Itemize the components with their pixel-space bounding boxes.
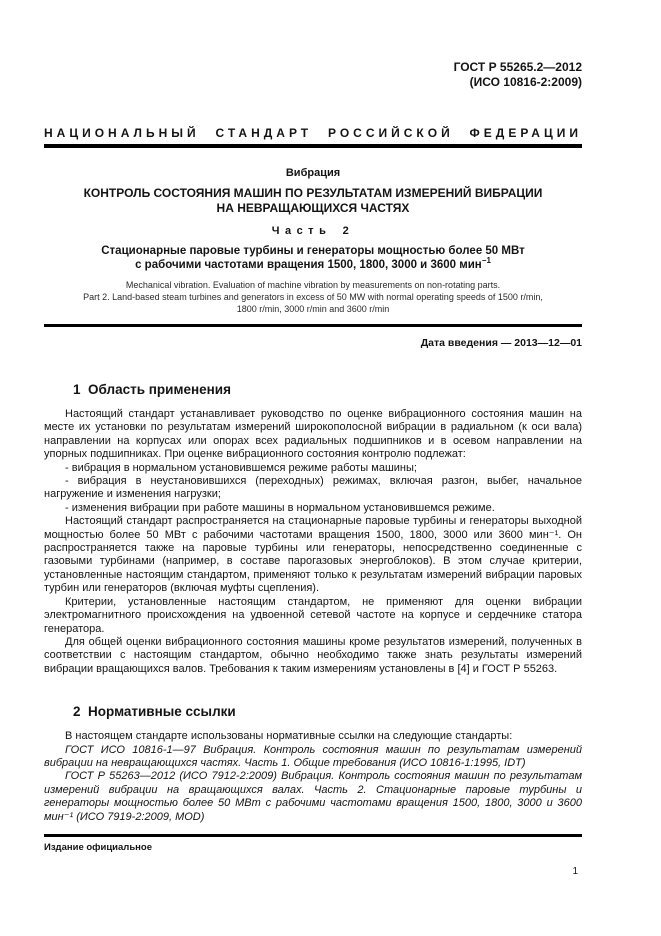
doc-main-title bbox=[44, 186, 582, 216]
footer-rule bbox=[44, 834, 582, 837]
section-2-heading: 2 Нормативные ссылки bbox=[73, 704, 236, 720]
title-block bbox=[44, 167, 582, 315]
doc-main-title-line2: НА НЕВРАЩАЮЩИХСЯ ЧАСТЯХ bbox=[216, 201, 410, 215]
page-number: 1 bbox=[572, 865, 578, 877]
separator-rule bbox=[44, 324, 582, 327]
doc-group-title: Вибрация bbox=[285, 167, 341, 179]
banner-rule bbox=[44, 144, 582, 148]
paragraph: Настоящий стандарт распространяется на стационарные паровые турбины и генераторы выходной мощностью более 50 МВт с рабочими частотами вращения 1500, 1800, 3000 или 3600 мин⁻¹. Он распространяется также на паровые турбины или генераторы, непосредственно соединенные с газовыми турбинами (например, в составе парогазовых энергоблоков). В этом случае критерии, установленные настоящим стандартом, применяют только к результатам измерений вибрации паровых турбин или генераторов (включая муфты сцепления). bbox=[44, 515, 582, 595]
doc-subtitle-english bbox=[44, 279, 582, 315]
doc-subtitle-en-line3: 1800 r/min, 3000 r/min and 3600 r/min bbox=[236, 304, 390, 314]
reference-item: ГОСТ ИСО 10816-1—97 Вибрация. Контроль состояния машин по результатам измерений вибрации на невращающихся частях. Часть 1. Общие требования (ИСО 10816-1:1995, IDT) bbox=[44, 743, 582, 769]
banner-title: НАЦИОНАЛЬНЫЙ СТАНДАРТ РОССИЙСКОЙ ФЕДЕРАЦИИ bbox=[44, 126, 582, 140]
section-1-heading: 1 Область применения bbox=[73, 382, 231, 397]
paragraph: Критерии, установленные настоящим стандартом, не применяют для оценки вибрации электромагнитного происхождения на удвоенной сетевой частоте на корпусе и сердечнике статора генератора. bbox=[44, 595, 582, 635]
reference-item: ГОСТ Р 55263—2012 (ИСО 7912-2:2009) Вибрация. Контроль состояния машин по результатам измерений вибрации на вращающихся валах. Часть 2. Стационарные паровые турбины и генераторы мощностью более 50 МВт с рабочими частотами вращения 1500, 1800, 3000 и 3600 мин⁻¹ (ИСО 7919-2:2009, MOD) bbox=[44, 770, 582, 823]
doc-subtitle-en-line1: Mechanical vibration. Evaluation of machine vibration by measurements on non-rotating parts. bbox=[125, 280, 501, 290]
standard-designation-block bbox=[44, 60, 582, 90]
doc-subtitle-line2: с рабочими частотами вращения 1500, 1800, 3000 и 3600 мин$^{-1}$ bbox=[135, 255, 491, 271]
doc-subtitle-en-line2: Part 2. Land-based steam turbines and generators in excess of 50 MW with normal operating speeds of 1500 r/min, bbox=[83, 292, 543, 302]
superscript-minus-one: −1 bbox=[481, 255, 491, 265]
edition-note: Издание официальное bbox=[44, 841, 152, 853]
list-item: - вибрация в неустановившихся (переходных) режимах, включая разгон, выбег, начальное нагружение и изменения нагрузки; bbox=[44, 475, 582, 501]
iso-reference: (ИСО 10816-2:2009) bbox=[469, 75, 582, 89]
doc-subtitle-line1: Стационарные паровые турбины и генераторы мощностью более 50 МВт bbox=[101, 245, 525, 257]
paragraph: Для общей оценки вибрационного состояния машины кроме результатов измерений, полученных в соответствии с настоящим стандартом, обычно необходимо также знать результаты измерений вибрации вращающихся валов. Требования к таким измерениям установлены в [4] и ГОСТ Р 55263. bbox=[44, 635, 582, 675]
doc-main-title-line1: КОНТРОЛЬ СОСТОЯНИЯ МАШИН ПО РЕЗУЛЬТАТАМ ИЗМЕРЕНИЙ ВИБРАЦИИ bbox=[83, 186, 543, 200]
section-1-body bbox=[44, 408, 582, 676]
standard-designation: ГОСТ Р 55265.2—2012 bbox=[453, 60, 582, 74]
part-label: Часть 2 bbox=[271, 225, 355, 237]
list-item: - вибрация в нормальном установившемся режиме работы машины; bbox=[65, 461, 417, 474]
effective-date: Дата введения — 2013—12—01 bbox=[420, 337, 582, 349]
doc-subtitle bbox=[44, 245, 582, 272]
section-2-body bbox=[44, 730, 582, 824]
list-item: - изменения вибрации при работе машины в нормальном установившемся режиме. bbox=[65, 501, 495, 514]
references-intro: В настоящем стандарте использованы нормативные ссылки на следующие стандарты: bbox=[65, 730, 513, 743]
paragraph: Настоящий стандарт устанавливает руководство по оценке вибрационного состояния машин на месте их установки по результатам измерений широкополосной вибрации в радиальном (к оси вала) направлении на корпусах или опорах всех радиальных подшипников и в осевом направлении на упорных подшипниках. При оценке вибрационного состояния контролю подлежат: bbox=[44, 408, 582, 461]
